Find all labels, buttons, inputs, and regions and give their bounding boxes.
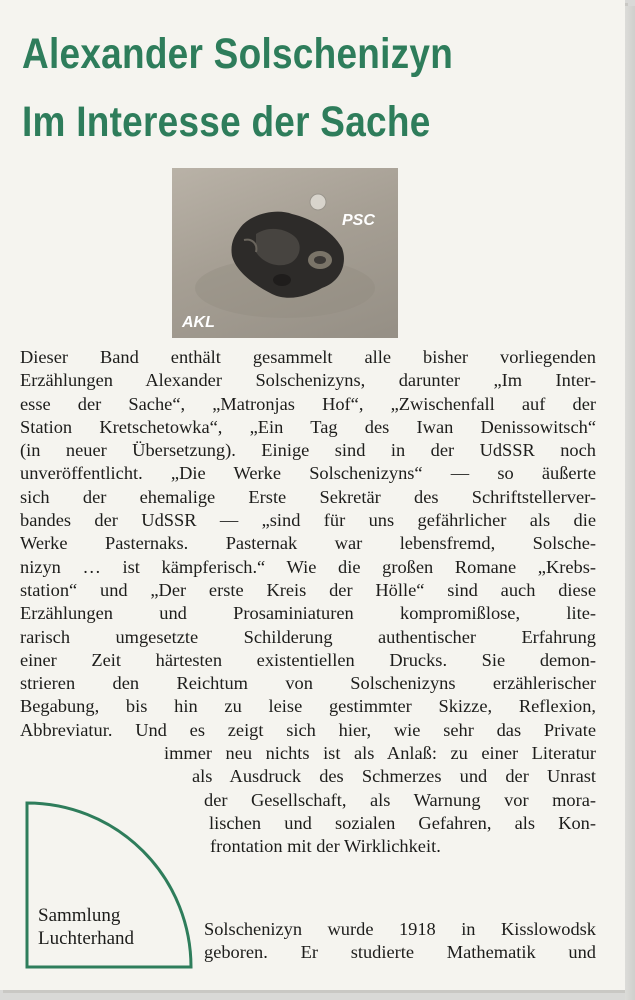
book-title: Im Interesse der Sache: [22, 98, 431, 146]
blurb-line: bandes der UdSSR — „sind für uns gefährlicher als die: [20, 510, 596, 531]
blurb-line: Werke Pasternaks. Pasternak war lebensfremd, Solsche-: [20, 533, 596, 554]
blurb-line: station“ und „Der erste Kreis der Hölle“ sind auch diese: [20, 579, 596, 600]
photo-watermark-bottom: AKL: [182, 314, 215, 331]
blurb-line: Station Kretschetowka“, „Ein Tag des Iwan Denissowitsch“: [20, 416, 596, 437]
author-bio: [204, 918, 596, 965]
blurb-line: unveröffentlicht. „Die Werke Solschenizyns“ — so äußerte: [20, 463, 596, 484]
imprint-line-publisher: Luchterhand: [38, 928, 135, 949]
rock-photo-icon: [172, 168, 398, 338]
blurb-line: Dieser Band enthält gesammelt alle bisher vorliegenden: [20, 347, 596, 367]
blurb-line: nizyn … ist kämpferisch.“ Wie die großen Romane „Krebs-: [20, 556, 596, 577]
blurb-line: strieren den Reichtum von Solschenizyns erzählerischer: [20, 673, 596, 694]
rock-photo: [172, 168, 398, 338]
blurb-paragraph: [20, 346, 596, 859]
blurb-line: rarisch umgesetzte Schilderung authentischer Erfahrung: [20, 626, 596, 647]
blurb-line: frontation mit der Wirklichkeit.: [210, 836, 441, 857]
blurb-line: Erzählungen und Prosaminiaturen kompromißlose, lite-: [20, 603, 596, 624]
bio-line: geboren. Er studierte Mathematik und: [204, 942, 596, 963]
author-name: Alexander Solschenizyn: [22, 30, 454, 78]
blurb-line: esse der Sache“, „Matronjas Hof“, „Zwischenfall auf der: [20, 393, 596, 414]
imprint-line-series: Sammlung: [38, 905, 121, 926]
publisher-imprint: [38, 904, 134, 950]
bio-line: Solschenizyn wurde 1918 in Kisslowodsk: [204, 919, 596, 939]
blurb-line: einer Zeit härtesten existentiellen Drucks. Sie demon-: [20, 649, 596, 670]
blurb-line: als Ausdruck des Schmerzes und der Unrast: [192, 766, 596, 787]
blurb-line: Begabung, bis hin zu leise gestimmter Skizze, Reflexion,: [20, 696, 596, 717]
blurb-line: der Gesellschaft, als Warnung vor mora-: [204, 789, 596, 810]
page-edge: [625, 6, 635, 1000]
blurb-line: Abbreviatur. Und es zeigt sich hier, wie sehr das Private: [20, 719, 596, 740]
blurb-line: Erzählungen Alexander Solschenizyns, darunter „Im Inter-: [20, 370, 596, 391]
blurb-line: immer neu nichts ist als Anlaß: zu einer Literatur: [164, 743, 596, 764]
blurb-line: (in neuer Übersetzung). Einige sind in der UdSSR noch: [20, 440, 596, 461]
blurb-line: sich der ehemalige Erste Sekretär des Schriftstellerver-: [20, 486, 596, 507]
blurb-line: lischen und sozialen Gefahren, als Kon-: [209, 812, 596, 833]
photo-watermark-top: PSC: [342, 212, 375, 229]
